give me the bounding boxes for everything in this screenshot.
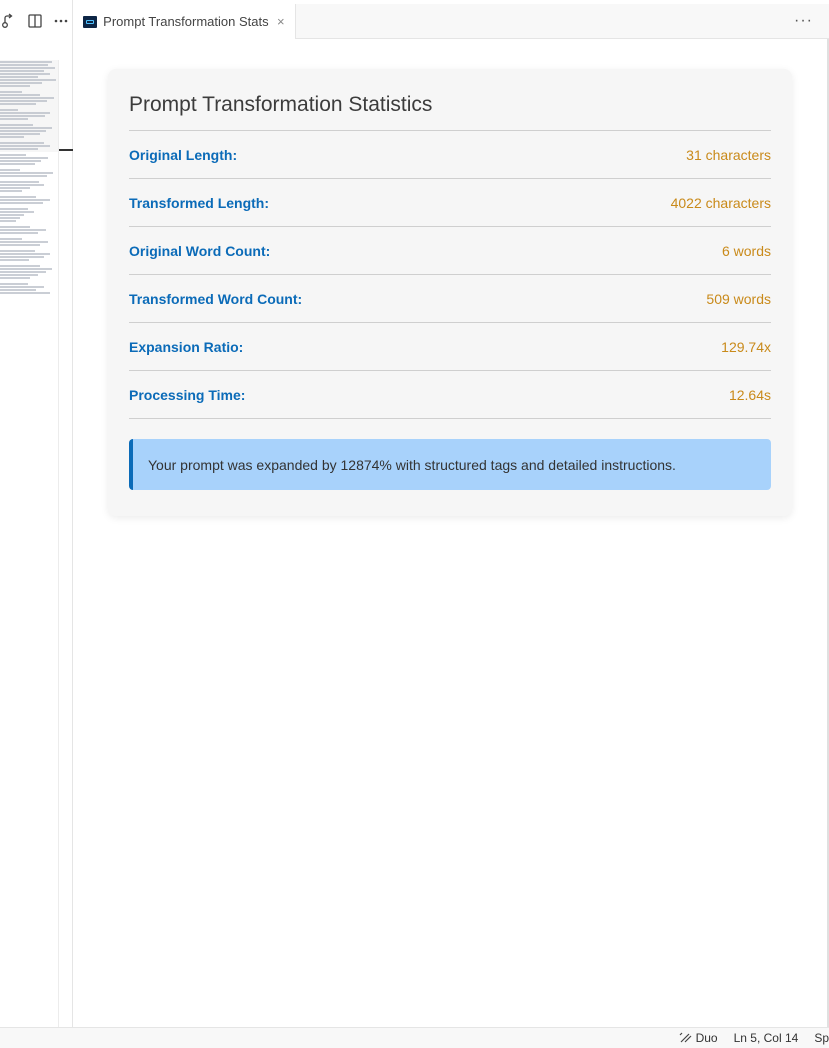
stat-row-original-word-count	[129, 227, 771, 275]
minimap-line	[0, 85, 30, 87]
minimap-line	[0, 199, 50, 201]
minimap-line	[0, 196, 36, 198]
minimap-line	[0, 265, 40, 267]
more-actions-icon[interactable]: ···	[794, 12, 813, 29]
minimap-line	[0, 277, 30, 279]
split-editor-icon[interactable]	[26, 12, 44, 30]
stat-value: 4022 characters	[670, 194, 771, 211]
minimap-line	[0, 97, 54, 99]
minimap-line	[0, 136, 24, 138]
minimap-line	[0, 163, 35, 165]
tab-title: Prompt Transformation Stats	[103, 14, 269, 29]
minimap-line	[0, 175, 47, 177]
webview-preview-icon	[83, 16, 97, 28]
minimap-line	[0, 109, 18, 111]
minimap-line	[0, 271, 46, 273]
minimap-line	[0, 220, 16, 222]
git-compare-icon[interactable]	[0, 12, 18, 30]
minimap-line	[0, 124, 33, 126]
minimap-line	[0, 259, 29, 261]
stat-row-expansion-ratio	[129, 323, 771, 371]
minimap-line	[0, 157, 48, 159]
minimap-line	[0, 127, 52, 129]
left-editor-group	[0, 0, 73, 1027]
stat-label: Transformed Length:	[129, 194, 270, 211]
minimap-line	[0, 286, 44, 288]
stat-value: 509 words	[706, 290, 771, 307]
minimap-line	[0, 214, 24, 216]
stat-row-transformed-length	[129, 179, 771, 227]
notice-text: Your prompt was expanded by 12874% with structured tags and detailed instructions.	[148, 456, 676, 473]
stat-row-processing-time	[129, 371, 771, 419]
minimap-line	[0, 118, 28, 120]
status-bar	[0, 1027, 829, 1048]
close-icon[interactable]: ×	[277, 14, 285, 29]
minimap-line	[0, 208, 28, 210]
minimap-line	[0, 292, 50, 294]
minimap-line	[0, 187, 30, 189]
minimap-line	[0, 142, 44, 144]
minimap-line	[0, 253, 50, 255]
minimap-line	[0, 103, 36, 105]
stat-value: 12.64s	[728, 386, 771, 403]
stat-row-transformed-word-count	[129, 275, 771, 323]
tab-prompt-transformation-stats[interactable]	[74, 4, 296, 39]
minimap-line	[0, 226, 30, 228]
copilot-duo-icon	[679, 1032, 693, 1044]
minimap-line	[0, 232, 38, 234]
minimap-line	[0, 64, 48, 66]
minimap-line	[0, 229, 46, 231]
minimap-line	[0, 100, 47, 102]
minimap-line	[0, 73, 50, 75]
minimap-line	[0, 238, 22, 240]
copilot-status[interactable]	[679, 1031, 718, 1045]
minimap-line	[0, 61, 52, 63]
stat-value: 129.74x	[721, 338, 771, 355]
indentation-status[interactable]: Sp	[814, 1031, 829, 1045]
minimap-line	[0, 202, 43, 204]
minimap-line	[0, 148, 38, 150]
minimap-line	[0, 79, 56, 81]
minimap-line	[0, 133, 40, 135]
more-actions-icon[interactable]	[52, 12, 70, 30]
tab-bar	[74, 4, 829, 39]
minimap-line	[0, 160, 41, 162]
minimap-line	[0, 67, 55, 69]
minimap-line	[0, 172, 53, 174]
stat-label: Transformed Word Count:	[129, 290, 303, 307]
stat-label: Original Length:	[129, 146, 238, 163]
minimap[interactable]	[0, 60, 59, 1027]
left-editor-toolbar	[0, 4, 73, 38]
minimap-line	[0, 256, 44, 258]
minimap-line	[0, 154, 26, 156]
minimap-line	[0, 184, 44, 186]
stat-label: Processing Time:	[129, 386, 246, 403]
webview-content	[74, 39, 827, 1027]
minimap-line	[0, 70, 44, 72]
minimap-line	[0, 283, 28, 285]
cursor-position[interactable]: Ln 5, Col 14	[733, 1031, 799, 1045]
stat-value: 31 characters	[686, 146, 771, 163]
stat-label: Expansion Ratio:	[129, 338, 244, 355]
minimap-line	[0, 169, 20, 171]
expansion-notice	[129, 439, 771, 490]
minimap-line	[0, 91, 22, 93]
minimap-line	[0, 190, 22, 192]
minimap-line	[0, 76, 38, 78]
copilot-label: Duo	[695, 1031, 718, 1045]
stat-row-original-length	[129, 131, 771, 179]
minimap-line	[0, 268, 52, 270]
minimap-line	[0, 289, 36, 291]
minimap-scroll-indicator	[59, 149, 73, 151]
minimap-line	[0, 112, 50, 114]
minimap-line	[0, 145, 50, 147]
minimap-line	[0, 115, 45, 117]
page-title: Prompt Transformation Statistics	[129, 89, 771, 131]
minimap-line	[0, 181, 39, 183]
minimap-line	[0, 244, 40, 246]
minimap-line	[0, 82, 42, 84]
minimap-line	[0, 217, 20, 219]
minimap-line	[0, 250, 35, 252]
minimap-line	[0, 130, 46, 132]
minimap-line	[0, 94, 40, 96]
stat-label: Original Word Count:	[129, 242, 271, 259]
minimap-line	[0, 211, 34, 213]
minimap-line	[0, 274, 38, 276]
minimap-line	[0, 241, 48, 243]
stat-value: 6 words	[721, 242, 771, 259]
stats-card	[108, 69, 792, 516]
